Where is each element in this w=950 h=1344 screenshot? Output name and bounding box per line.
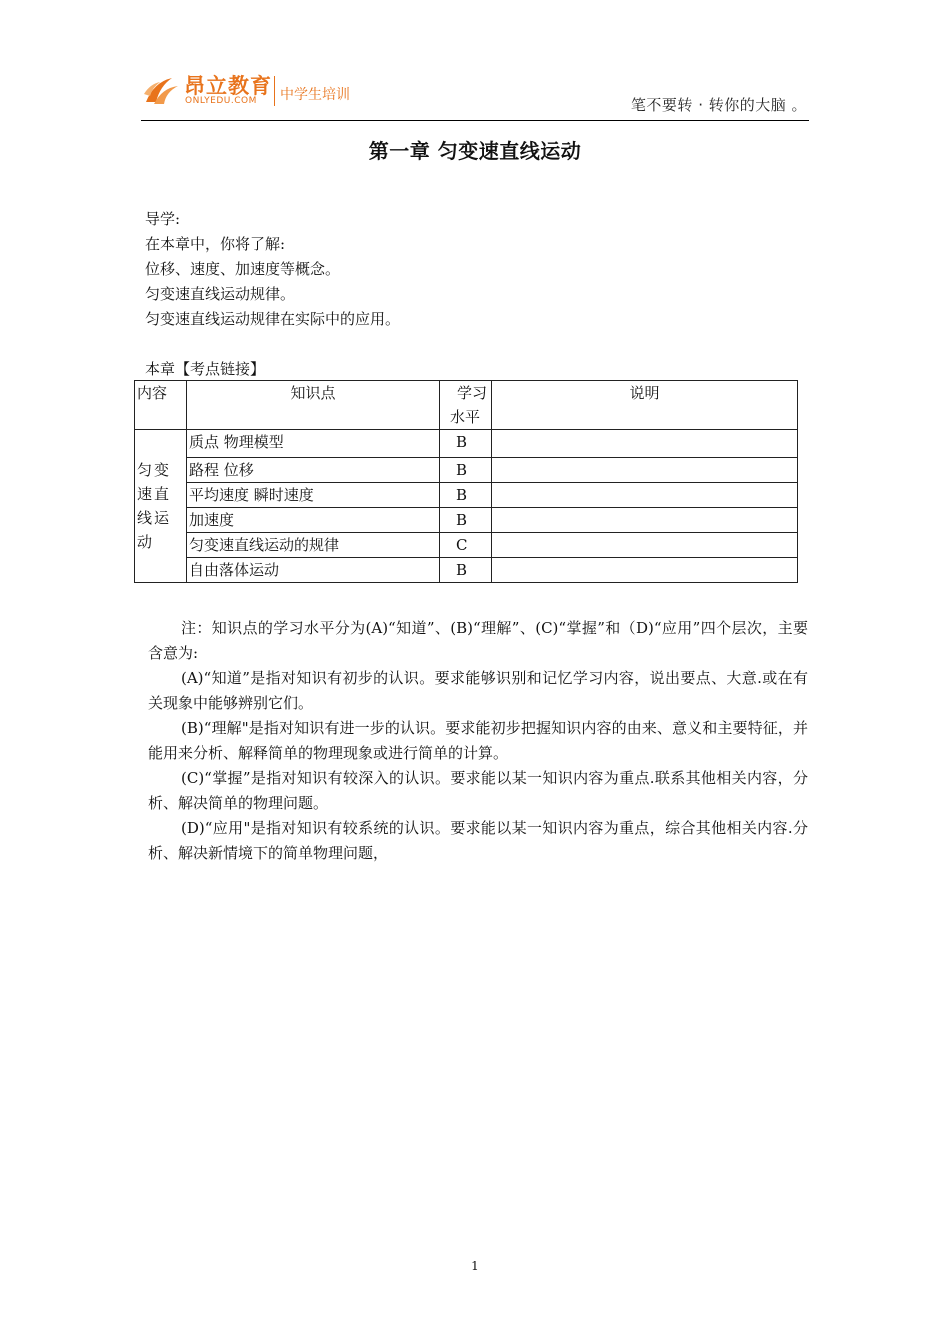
level-cell: B [440,558,492,583]
header-rule [141,120,809,121]
note-cell [492,533,798,558]
note-cell [492,483,798,508]
intro-section [145,207,400,332]
page-number: 1 [471,1259,479,1273]
table-row [135,458,798,483]
table-caption: 本章【考点链接】 [145,360,266,378]
logo-divider [274,76,275,106]
logo [142,70,362,112]
level-cell: B [440,430,492,458]
note-cell [492,508,798,533]
header-content: 内容 [135,381,187,430]
intro-line: 在本章中，你将了解: [145,235,286,253]
level-cell: C [440,533,492,558]
note-paragraph: (B)“理解"是指对知识有进一步的认识。要求能初步把握知识内容的由来、意义和主要特征，并能用来分析、解释简单的物理现象或进行简单的计算。 [148,719,808,762]
intro-line: 匀变速直线运动规律。 [145,285,296,303]
table-row [135,430,798,458]
note-paragraph: (D)“应用"是指对知识有较系统的认识。要求能以某一知识内容为重点，综合其他相关内容.分析、解决新情境下的简单物理问题， [148,819,808,862]
header-level [440,381,492,430]
topic-cell: 匀变速直线运动 [135,430,187,583]
intro-line: 位移、速度、加速度等概念。 [145,260,341,278]
header-point: 知识点 [187,381,440,430]
note-paragraph: 注：知识点的学习水平分为(A)“知道”、(B)“理解”、(C)“掌握”和（D)“应用”四个层次，主要含意为: [148,619,808,662]
level-cell: B [440,483,492,508]
note-cell [492,430,798,458]
table-row [135,558,798,583]
header-note: 说明 [492,381,798,430]
logo-mark-icon [142,72,182,108]
table-row [135,508,798,533]
level-cell: B [440,458,492,483]
logo-subtitle: 中学生培训 [280,87,350,103]
header-slogan: 笔不要转 · 转你的大脑 。 [630,96,807,114]
header-level-line2: 水平 [450,408,481,426]
knowledge-points-table [134,380,798,583]
note-cell [492,458,798,483]
table-header-row [135,381,798,430]
logo-chinese-text: 昂立教育 [184,74,272,98]
table-row [135,483,798,508]
intro-line: 匀变速直线运动规律在实际中的应用。 [145,310,401,328]
level-cell: B [440,508,492,533]
logo-english-text: ONLYEDU.COM [185,96,257,106]
point-cell: 加速度 [187,508,440,533]
chapter-title: 第一章 匀变速直线运动 [368,139,582,163]
point-cell: 质点 物理模型 [187,430,440,458]
table-row [135,533,798,558]
note-paragraph: (C)“掌握”是指对知识有较深入的认识。要求能以某一知识内容为重点.联系其他相关内容，分析、解决简单的物理问题。 [148,769,808,812]
notes-section [148,616,808,866]
point-cell: 路程 位移 [187,458,440,483]
intro-line: 导学: [145,210,181,228]
note-cell [492,558,798,583]
point-cell: 自由落体运动 [187,558,440,583]
note-paragraph: (A)“知道”是指对知识有初步的认识。要求能够识别和记忆学习内容，说出要点、大意.或在有关现象中能够辨别它们。 [148,669,808,712]
header-level-line1: 学习 [456,384,487,402]
point-cell: 平均速度 瞬时速度 [187,483,440,508]
point-cell: 匀变速直线运动的规律 [187,533,440,558]
